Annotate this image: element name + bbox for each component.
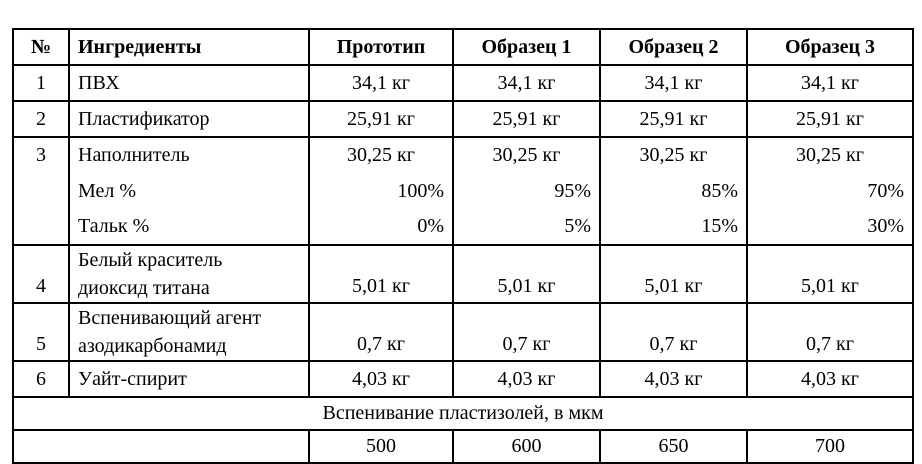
table-row xyxy=(13,303,913,361)
foaming-values-row xyxy=(13,430,913,463)
ingredient-name-line-2: азодикарбонамид xyxy=(78,335,227,357)
foaming-title: Вспенивание пластизолей, в мкм xyxy=(13,397,913,430)
sample-1-value: 4,03 кг xyxy=(453,361,600,397)
sample-1-value: 95% xyxy=(453,173,600,209)
ingredient-name: Уайт-спирит xyxy=(69,361,309,397)
row-number: 3 xyxy=(13,137,69,173)
prototype-value: 4,03 кг xyxy=(309,361,453,397)
foaming-sample-2-value: 650 xyxy=(600,430,747,463)
ingredient-name-line-1: Белый краситель xyxy=(78,249,223,271)
sample-2-value: 30,25 кг xyxy=(600,137,747,173)
header-sample-1: Образец 1 xyxy=(453,29,600,65)
header-num: № xyxy=(13,29,69,65)
sample-3-value: 30% xyxy=(747,209,913,245)
sample-2-value: 25,91 кг xyxy=(600,101,747,137)
row-number xyxy=(13,209,69,245)
table-row xyxy=(13,101,913,137)
ingredient-name: ПВХ xyxy=(69,65,309,101)
sample-3-value: 34,1 кг xyxy=(747,65,913,101)
header-sample-3: Образец 3 xyxy=(747,29,913,65)
prototype-value: 25,91 кг xyxy=(309,101,453,137)
foaming-prototype-value: 500 xyxy=(309,430,453,463)
sample-1-value: 5% xyxy=(453,209,600,245)
sample-1-value: 25,91 кг xyxy=(453,101,600,137)
foaming-sample-1-value: 600 xyxy=(453,430,600,463)
sample-3-value: 0,7 кг xyxy=(747,303,913,361)
sample-1-value: 34,1 кг xyxy=(453,65,600,101)
sample-3-value: 70% xyxy=(747,173,913,209)
sample-1-value: 5,01 кг xyxy=(453,245,600,303)
row-number: 1 xyxy=(13,65,69,101)
table-row xyxy=(13,137,913,173)
ingredient-name xyxy=(69,245,309,303)
row-number: 4 xyxy=(13,245,69,303)
sample-2-value: 5,01 кг xyxy=(600,245,747,303)
table-row xyxy=(13,245,913,303)
prototype-value: 30,25 кг xyxy=(309,137,453,173)
sample-2-value: 34,1 кг xyxy=(600,65,747,101)
foaming-empty-cell xyxy=(13,430,309,463)
foaming-sample-3-value: 700 xyxy=(747,430,913,463)
ingredient-name: Пластификатор xyxy=(69,101,309,137)
ingredient-name-line-2: диоксид титана xyxy=(78,277,210,299)
row-number: 2 xyxy=(13,101,69,137)
sample-3-value: 25,91 кг xyxy=(747,101,913,137)
prototype-value: 34,1 кг xyxy=(309,65,453,101)
sample-3-value: 4,03 кг xyxy=(747,361,913,397)
sample-2-value: 4,03 кг xyxy=(600,361,747,397)
sample-2-value: 0,7 кг xyxy=(600,303,747,361)
prototype-value: 0% xyxy=(309,209,453,245)
row-number: 6 xyxy=(13,361,69,397)
ingredient-name xyxy=(69,303,309,361)
row-number: 5 xyxy=(13,303,69,361)
header-row xyxy=(13,29,913,65)
sample-2-value: 85% xyxy=(600,173,747,209)
table-row xyxy=(13,361,913,397)
prototype-value: 100% xyxy=(309,173,453,209)
sample-3-value: 5,01 кг xyxy=(747,245,913,303)
ingredient-name: Тальк % xyxy=(69,209,309,245)
prototype-value: 5,01 кг xyxy=(309,245,453,303)
header-ingredients: Ингредиенты xyxy=(69,29,309,65)
formulation-table xyxy=(12,28,914,464)
prototype-value: 0,7 кг xyxy=(309,303,453,361)
ingredient-name-line-1: Вспенивающий агент xyxy=(78,307,262,329)
header-sample-2: Образец 2 xyxy=(600,29,747,65)
row-number xyxy=(13,173,69,209)
sample-1-value: 30,25 кг xyxy=(453,137,600,173)
ingredient-name: Наполнитель xyxy=(69,137,309,173)
table-row xyxy=(13,65,913,101)
sample-1-value: 0,7 кг xyxy=(453,303,600,361)
foaming-title-row xyxy=(13,397,913,430)
table-subrow xyxy=(13,173,913,209)
ingredient-name: Мел % xyxy=(69,173,309,209)
sample-2-value: 15% xyxy=(600,209,747,245)
formulation-table-wrapper xyxy=(12,28,914,464)
table-subrow xyxy=(13,209,913,245)
header-prototype: Прототип xyxy=(309,29,453,65)
sample-3-value: 30,25 кг xyxy=(747,137,913,173)
